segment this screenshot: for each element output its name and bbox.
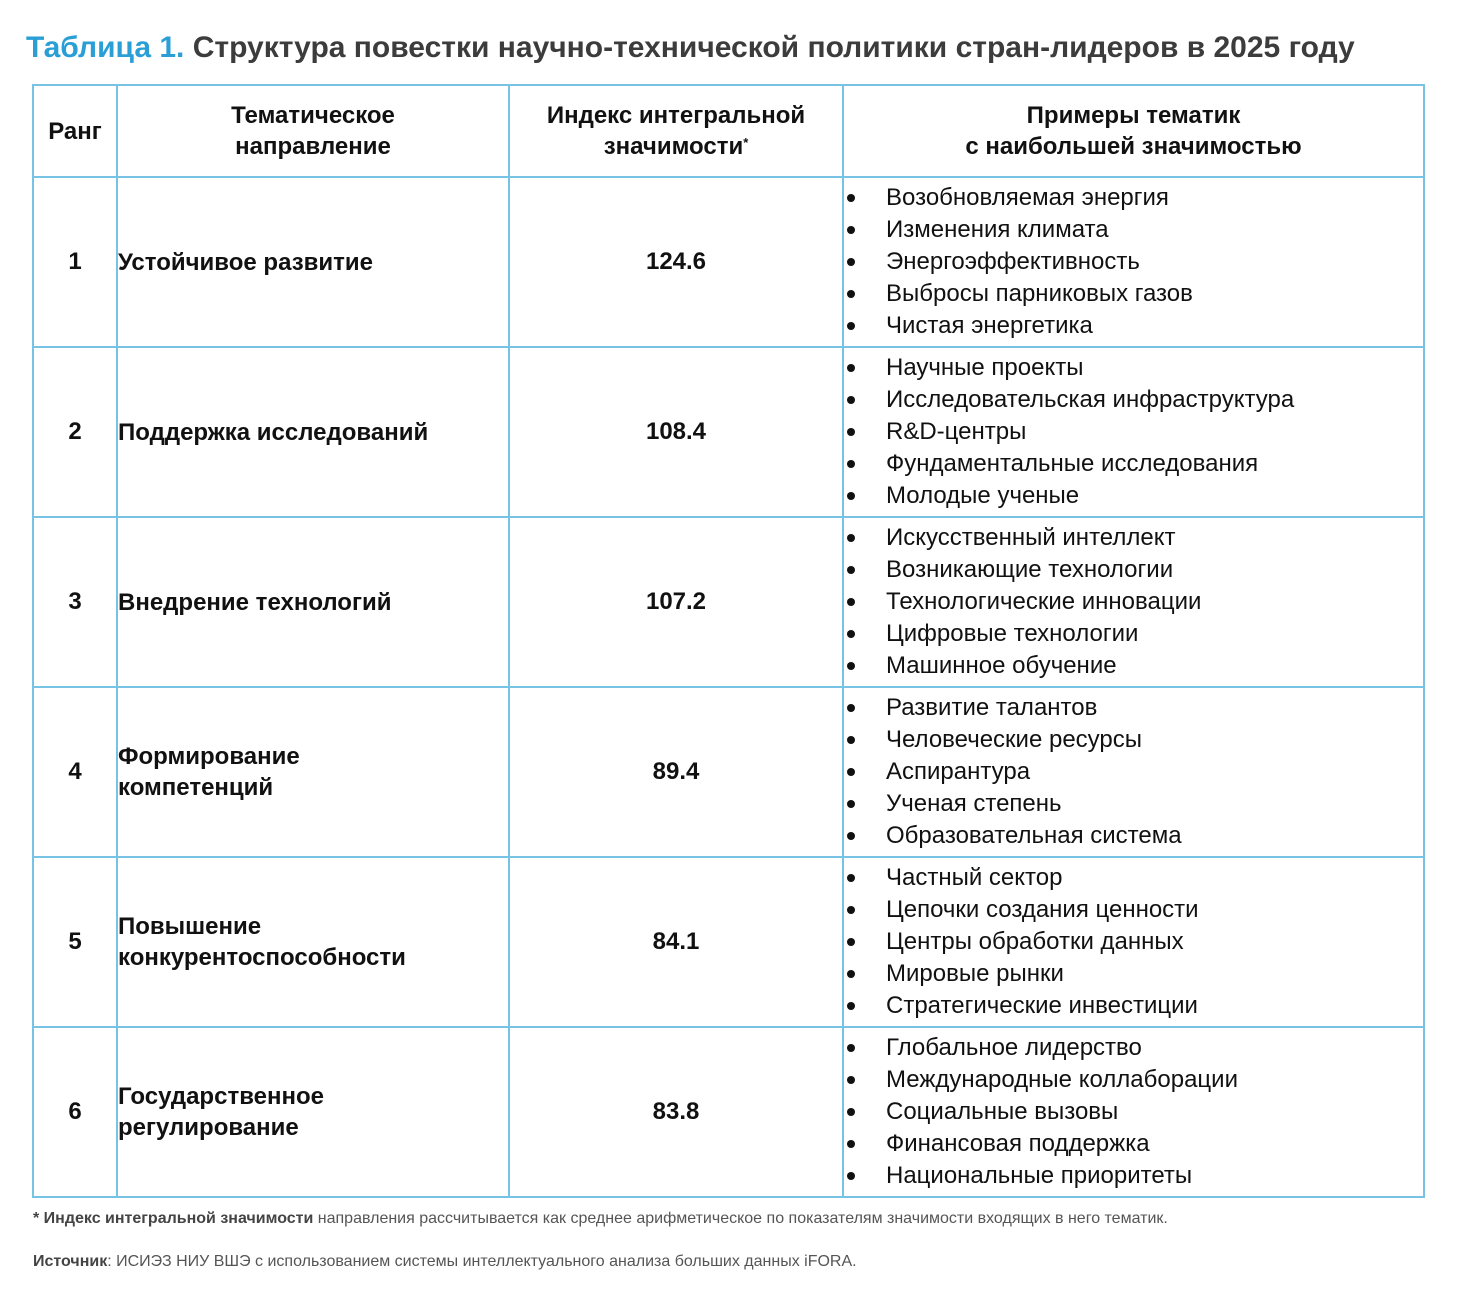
topics-list [844,1032,1423,1192]
direction-line: Формирование [118,743,300,770]
list-item: Аспирантура [844,756,1423,788]
table-row [33,1027,1424,1197]
direction-cell [117,857,509,1027]
topics-list [844,352,1423,512]
direction-line: Государственное [118,1083,324,1110]
rank-cell: 3 [33,517,117,687]
list-item: Чистая энергетика [844,310,1423,342]
direction-line: компетенций [118,774,274,801]
topics-cell [843,687,1424,857]
topics-list [844,692,1423,852]
footnote-text: направления рассчитывается как среднее арифметическое по показателям значимости входящих в него тематик. [313,1210,1168,1227]
list-item: Частный сектор [844,862,1423,894]
list-item: R&D-центры [844,416,1423,448]
list-item: Выбросы парниковых газов [844,278,1423,310]
source-label: Источник [33,1253,108,1270]
table-title [26,26,1446,70]
footnote-marker: * [743,135,749,150]
list-item: Стратегические инвестиции [844,990,1423,1022]
list-item: Ученая степень [844,788,1423,820]
direction-line: конкурентоспособности [118,944,406,971]
list-item: Развитие талантов [844,692,1423,724]
table-row [33,177,1424,347]
list-item: Финансовая поддержка [844,1128,1423,1160]
list-item: Молодые ученые [844,480,1423,512]
list-item: Глобальное лидерство [844,1032,1423,1064]
index-cell: 89.4 [509,687,843,857]
topics-cell [843,177,1424,347]
list-item: Энергоэффективность [844,246,1423,278]
rank-cell: 1 [33,177,117,347]
list-item: Искусственный интеллект [844,522,1423,554]
list-item: Мировые рынки [844,958,1423,990]
rank-cell: 4 [33,687,117,857]
index-cell: 124.6 [509,177,843,347]
topics-cell [843,1027,1424,1197]
rank-cell: 6 [33,1027,117,1197]
topics-cell [843,517,1424,687]
index-cell: 83.8 [509,1027,843,1197]
header-examples [843,85,1424,177]
list-item: Машинное обучение [844,650,1423,682]
table-row [33,857,1424,1027]
topics-list [844,862,1423,1022]
list-item: Научные проекты [844,352,1423,384]
header-examples-line: Примеры тематик [1026,102,1241,129]
list-item: Возобновляемая энергия [844,182,1423,214]
index-cell: 108.4 [509,347,843,517]
table-row [33,347,1424,517]
table-header-row [33,85,1424,177]
table-title-text: Структура повестки научно-технической политики стран-лидеров в 2025 году [192,31,1355,64]
header-direction [117,85,509,177]
list-item: Центры обработки данных [844,926,1423,958]
direction-line: Повышение [118,913,262,940]
direction-line: Устойчивое развитие [118,248,374,276]
source-note [33,1251,1433,1273]
index-cell: 84.1 [509,857,843,1027]
list-item: Социальные вызовы [844,1096,1423,1128]
table-body [33,177,1424,1197]
footnote-bold: * Индекс интегральной значимости [33,1210,314,1227]
source-text: : ИСИЭЗ НИУ ВШЭ с использованием системы интеллектуального анализа больших данных iFORA. [107,1253,857,1270]
direction-cell [117,687,509,857]
direction-cell [117,347,509,517]
list-item: Возникающие технологии [844,554,1423,586]
header-direction-line: Тематическое [231,102,395,129]
header-rank: Ранг [33,85,117,177]
direction-line: Внедрение технологий [118,588,392,616]
agenda-table [32,84,1425,1198]
direction-cell [117,1027,509,1197]
footnote [33,1208,1433,1230]
list-item: Образовательная система [844,820,1423,852]
direction-cell [117,517,509,687]
header-index-word: значимости [603,133,744,160]
rank-cell: 5 [33,857,117,1027]
index-cell: 107.2 [509,517,843,687]
header-index-line [510,131,842,162]
list-item: Цепочки создания ценности [844,894,1423,926]
topics-list [844,182,1423,342]
list-item: Исследовательская инфраструктура [844,384,1423,416]
list-item: Технологические инновации [844,586,1423,618]
rank-cell: 2 [33,347,117,517]
header-index-line: Индекс интегральной [546,102,806,129]
topics-list [844,522,1423,682]
list-item: Международные коллаборации [844,1064,1423,1096]
list-item: Национальные приоритеты [844,1160,1423,1192]
topics-cell [843,347,1424,517]
list-item: Изменения климата [844,214,1423,246]
topics-cell [843,857,1424,1027]
direction-line: Поддержка исследований [118,418,429,446]
list-item: Фундаментальные исследования [844,448,1423,480]
list-item: Цифровые технологии [844,618,1423,650]
header-direction-line: направление [235,133,391,160]
table-row [33,687,1424,857]
table-number-label: Таблица 1. [26,31,185,64]
header-index [509,85,843,177]
table-row [33,517,1424,687]
direction-line: регулирование [118,1114,299,1141]
header-examples-line: с наибольшей значимостью [965,133,1302,160]
list-item: Человеческие ресурсы [844,724,1423,756]
direction-cell [117,177,509,347]
